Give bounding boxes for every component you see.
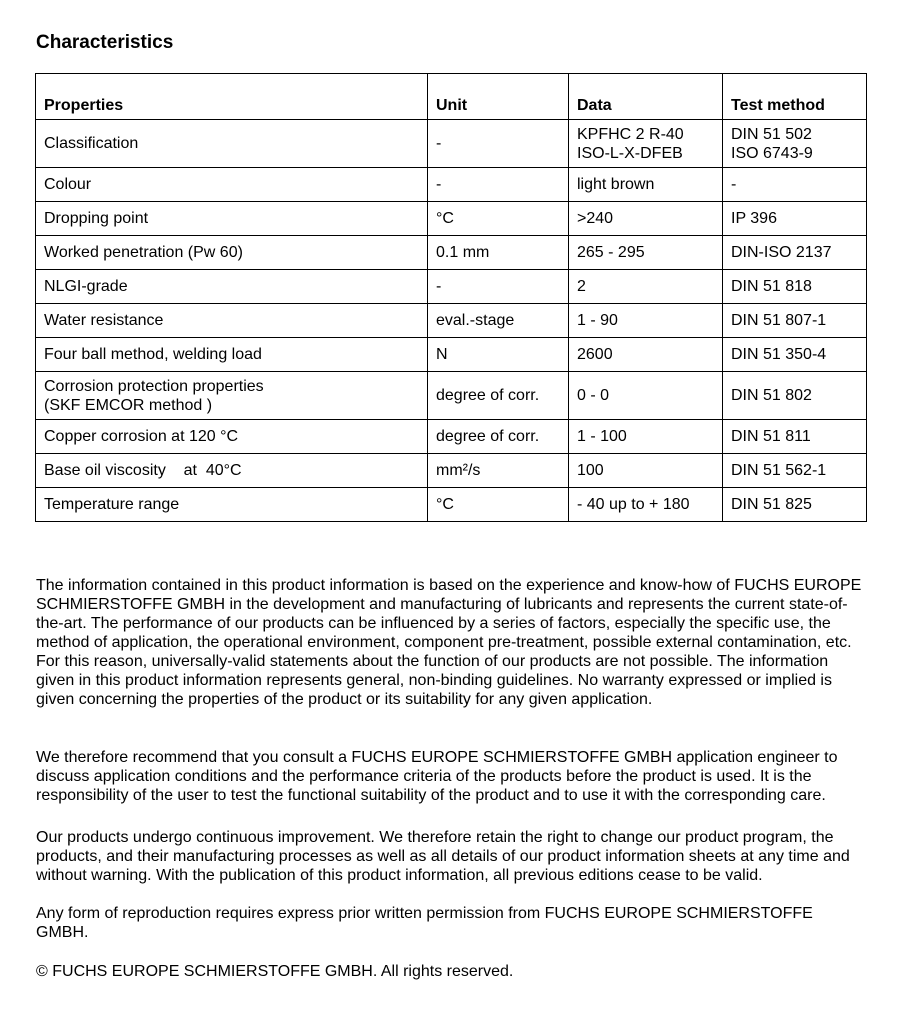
disclaimer-paragraph-1: [36, 576, 866, 709]
cell-property: [36, 168, 428, 202]
cell-data-line: 2: [577, 278, 586, 295]
cell-unit: eval.-stage: [428, 304, 569, 338]
cell-data: [569, 488, 723, 522]
column-header-test-method: Test method: [723, 74, 867, 120]
disclaimer-paragraph-4: [36, 904, 866, 942]
cell-test-method: [723, 372, 867, 420]
cell-data: [569, 270, 723, 304]
paragraph-text: The information contained in this product information is based on the experience and know-how of FUCHS EUROPE SCHMIERSTOFFE GMBH in the development and manufacturing of lubricants and represents the current state-of-the-art. The performance of our products can be influenced by a series of factors, especially the specific use, the method of application, the operational environment, component pre-treatment, possible external contamination, etc. For this reason, universally-valid statements about the function of our products are not possible. The information given in this product information represents general, non-binding guidelines. No warranty expressed or implied is given concerning the properties of the product or its suitability for any given application.: [36, 577, 862, 708]
cell-property-line: Water resistance: [44, 312, 164, 329]
cell-property-line: Worked penetration (Pw 60): [44, 244, 243, 261]
cell-data: [569, 420, 723, 454]
cell-test-method-line: DIN 51 807-1: [731, 312, 827, 329]
cell-test-method-line: DIN 51 562-1: [731, 462, 827, 479]
cell-test-method-line: DIN 51 502: [731, 125, 812, 143]
characteristics-table: [35, 73, 867, 522]
cell-property-line: Classification: [44, 135, 139, 152]
cell-test-method-line: DIN 51 825: [731, 496, 812, 513]
cell-property: [36, 202, 428, 236]
paragraph-text: Any form of reproduction requires express prior written permission from FUCHS EUROPE SCHMIERSTOFFE GMBH.: [36, 905, 813, 941]
cell-data-line: KPFHC 2 R-40: [577, 125, 684, 143]
table-row: [36, 304, 867, 338]
table-row: [36, 202, 867, 236]
table-row: [36, 454, 867, 488]
cell-property: [36, 338, 428, 372]
table-row: [36, 270, 867, 304]
table-row: [36, 420, 867, 454]
cell-data: [569, 168, 723, 202]
cell-test-method: [723, 420, 867, 454]
cell-property-line: Dropping point: [44, 210, 149, 227]
cell-property-line: (SKF EMCOR method ): [44, 396, 213, 414]
cell-data: [569, 304, 723, 338]
cell-unit: N: [428, 338, 569, 372]
cell-unit: mm²/s: [428, 454, 569, 488]
cell-data-line: 1 - 90: [577, 312, 618, 329]
cell-data-line: 265 - 295: [577, 244, 645, 261]
cell-unit: °C: [428, 488, 569, 522]
cell-test-method-line: DIN 51 802: [731, 387, 812, 404]
cell-test-method-line: -: [731, 176, 737, 193]
cell-unit: degree of corr.: [428, 420, 569, 454]
cell-unit: -: [428, 168, 569, 202]
cell-data-line: light brown: [577, 176, 655, 193]
cell-unit: degree of corr.: [428, 372, 569, 420]
cell-data: [569, 236, 723, 270]
cell-property: [36, 304, 428, 338]
cell-test-method: [723, 488, 867, 522]
cell-property-line: NLGI-grade: [44, 278, 128, 295]
cell-property-line: Colour: [44, 176, 92, 193]
table-row: [36, 488, 867, 522]
cell-property: [36, 270, 428, 304]
cell-property: [36, 420, 428, 454]
cell-unit: -: [428, 270, 569, 304]
cell-data: [569, 202, 723, 236]
paragraph-text: Our products undergo continuous improvement. We therefore retain the right to change our product program, the products, and their manufacturing processes as well as all details of our product information sheets at any time and without warning. With the publication of this product information, all previous editions cease to be valid.: [36, 829, 850, 884]
cell-property-line: Copper corrosion at 120 °C: [44, 428, 239, 445]
cell-test-method: [723, 120, 867, 168]
cell-property: [36, 120, 428, 168]
cell-data-line: ISO-L-X-DFEB: [577, 144, 683, 162]
table-header-row: [36, 74, 867, 120]
cell-data-line: 100: [577, 462, 604, 479]
table-row: [36, 236, 867, 270]
cell-data-line: 2600: [577, 346, 613, 363]
cell-data: [569, 454, 723, 488]
cell-unit: -: [428, 120, 569, 168]
cell-data-line: >240: [577, 210, 614, 227]
cell-test-method-line: IP 396: [731, 210, 777, 227]
cell-property-line: Four ball method, welding load: [44, 346, 262, 363]
cell-property-line: Temperature range: [44, 496, 180, 513]
cell-test-method-line: DIN 51 818: [731, 278, 812, 295]
cell-test-method-line: ISO 6743-9: [731, 144, 813, 162]
table-row: [36, 338, 867, 372]
page-title: Characteristics: [36, 32, 174, 53]
cell-test-method-line: DIN 51 350-4: [731, 346, 827, 363]
column-header-data: Data: [569, 74, 723, 120]
cell-property-line: Base oil viscosity at 40°C: [44, 462, 242, 479]
copyright-notice: [36, 962, 866, 981]
table-row: [36, 120, 867, 168]
cell-data: [569, 338, 723, 372]
cell-test-method: [723, 304, 867, 338]
cell-test-method: [723, 168, 867, 202]
copyright-text: © FUCHS EUROPE SCHMIERSTOFFE GMBH. All rights reserved.: [36, 963, 514, 980]
cell-test-method: [723, 236, 867, 270]
cell-test-method-line: DIN-ISO 2137: [731, 244, 832, 261]
cell-data: [569, 372, 723, 420]
cell-test-method-line: DIN 51 811: [731, 428, 811, 445]
cell-data-line: - 40 up to + 180: [577, 496, 690, 513]
cell-property: [36, 236, 428, 270]
cell-unit: °C: [428, 202, 569, 236]
cell-property-line: Corrosion protection properties: [44, 377, 264, 395]
cell-data: [569, 120, 723, 168]
cell-property: [36, 372, 428, 420]
column-header-properties: Properties: [36, 74, 428, 120]
cell-test-method: [723, 270, 867, 304]
disclaimer-paragraph-3: [36, 828, 866, 885]
cell-property: [36, 488, 428, 522]
cell-data-line: 0 - 0: [577, 387, 610, 404]
cell-test-method: [723, 338, 867, 372]
cell-property: [36, 454, 428, 488]
table-body: [36, 120, 867, 522]
cell-unit: 0.1 mm: [428, 236, 569, 270]
cell-test-method: [723, 202, 867, 236]
disclaimer-paragraph-2: [36, 748, 866, 805]
table-row: [36, 168, 867, 202]
table-row: [36, 372, 867, 420]
column-header-unit: Unit: [428, 74, 569, 120]
cell-test-method: [723, 454, 867, 488]
paragraph-text: We therefore recommend that you consult a FUCHS EUROPE SCHMIERSTOFFE GMBH application engineer to discuss application conditions and the performance criteria of the products before the product is used. It is the responsibility of the user to test the functional suitability of the product and to use it with the corresponding care.: [36, 749, 838, 804]
cell-data-line: 1 - 100: [577, 428, 627, 445]
